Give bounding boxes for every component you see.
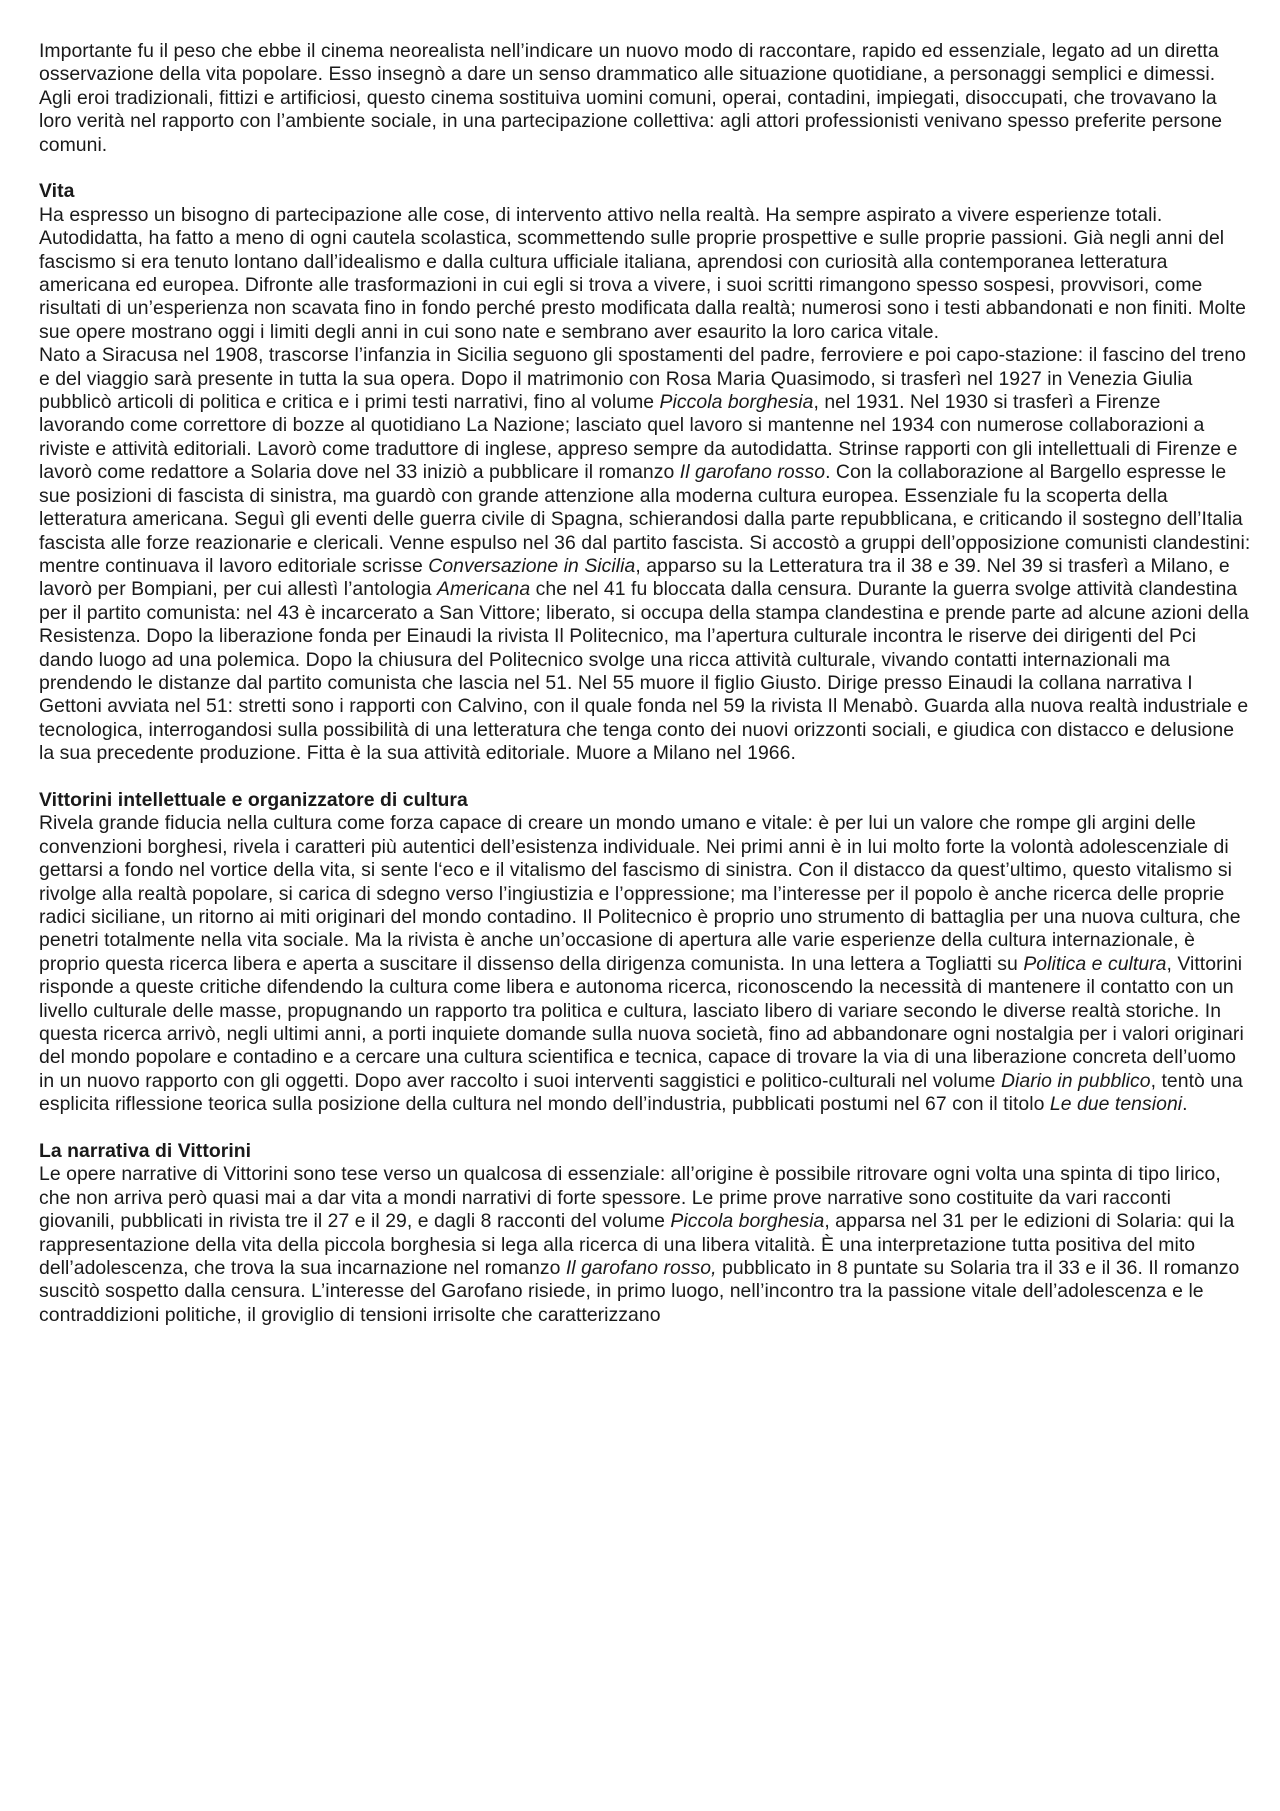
- text-run: , tentò una esplicita riflessione teorica sulla posizione della cultura nel mondo dell’industria, pubblicati postumi nel 67 con il titolo: [39, 1069, 1243, 1116]
- text-run: Nato a Siracusa nel 1908, trascorse l’infanzia in Sicilia seguono gli spostamenti del padre, ferroviere e poi capo-stazione: il fascino del treno e del viaggio sarà presente in tutta la sua opera. Dopo il matrimonio con Rosa Maria Quasimodo, si trasferì nel 1927 in Venezia Giulia pubblicò articoli di politica e critica e i primi testi narrativi, fino al volume: [39, 344, 1246, 414]
- section-heading-narrativa: La narrativa di Vittorini: [39, 1140, 252, 1163]
- book-title: Diario in pubblico: [1000, 1069, 1151, 1092]
- narrativa-paragraph: [39, 1163, 1251, 1327]
- book-title: Conversazione in Sicilia: [428, 554, 636, 577]
- section-heading-intellettuale: Vittorini intellettuale e organizzatore di cultura: [39, 788, 468, 811]
- book-title: Piccola borghesia: [659, 391, 814, 414]
- text-run: che nel 41 fu bloccata dalla censura. Durante la guerra svolge attività clandestina per il partito comunista: nel 43 è incarcerato a San Vittore; liberato, si occupa della stampa clandestina e prende parte ad alcune azioni della Resistenza. Dopo la liberazione fonda per Einaudi la rivista Il Politecnico, ma l’apertura culturale incontra le riserve dei dirigenti del Pci dando luogo ad una polemica. Dopo la chiusura del Politecnico svolge una ricca attività culturale, vivando contatti internazionali ma prendendo le distanze dal partito comunista che lascia nel 51. Nel 55 muore il figlio Giusto. Dirige presso Einaudi la collana narrativa I Gettoni avviata nel 51: stretti sono i rapporti con Calvino, con il quale fonda nel 59 la rivista Il Menabò. Guarda alla nuova realtà industriale e tecnologica, interrogandosi sulla possibilità di una letteratura che tenga conto dei nuovi orizzonti sociali, e giudica con distacco e delusione la sua precedente produzione. Fitta è la sua attività editoriale. Muore a Milano nel 1966.: [39, 578, 1249, 765]
- spacer: [39, 766, 1251, 789]
- text-run: , Vittorini risponde a queste critiche difendendo la cultura come libera e autonoma ricerca, riconoscendo la necessità di mantenere il contatto con un livello culturale delle masse, propugnando un rapporto tra politica e cultura, lasciato libero di variare secondo le diverse realtà storiche. In questa ricerca arrivò, negli ultimi anni, a porti inquiete domande sulla nuova società, fino ad abbandonare ogni nostalgia per i valori originari del mondo popolare e contadino e a cercare una cultura scientifica e tecnica, capace di trovare la via di una liberazione concreta dell’uomo in un nuovo rapporto con gli oggetti. Dopo aver raccolto i suoi interventi saggistici e politico-culturali nel volume: [39, 952, 1244, 1092]
- vita-paragraph-1: Ha espresso un bisogno di partecipazione alle cose, di intervento attivo nella realtà. Ha sempre aspirato a vivere esperienze totali. Autodidatta, ha fatto a meno di ogni cautela scolastica, scommettendo sulle proprie prospettive e sulle proprie passioni. Già negli anni del fascismo si era tenuto lontano dall’idealismo e dalla cultura ufficiale italiana, aprendosi con curiosità alla contemporanea letteratura americana ed europea. Difronte alle trasformazioni in cui egli si trova a vivere, i suoi scritti rimangono spesso sospesi, provvisori, come risultati di un’esperienza non scavata fino in fondo perché presto modificata dalla realtà; numerosi sono i testi abbandonati e non finiti. Molte sue opere mostrano oggi i limiti degli anni in cui sono nate e sembrano aver esaurito la loro carica vitale.: [39, 203, 1246, 343]
- spacer: [39, 1117, 1251, 1140]
- vita-paragraph-2: [39, 344, 1251, 765]
- text-run: . Con la collaborazione al Bargello espresse le sue posizioni di fascista di sinistra, ma guardò con grande attenzione alla moderna cultura europea. Essenziale fu la scoperta della letteratura americana. Seguì gli eventi delle guerra civile di Spagna, schierandosi dalla parte repubblicana, e criticando il sostegno dell’Italia fascista alle forze reazionarie e clericali. Venne espulso nel 36 dal partito fascista. Si accostò a gruppi dell’opposizione comunisti clandestini: mentre continuava il lavoro editoriale scrisse: [39, 461, 1251, 577]
- spacer: [39, 157, 1251, 180]
- book-title: Il garofano rosso,: [565, 1257, 717, 1280]
- book-title: Politica e cultura: [1023, 952, 1167, 975]
- text-run: .: [1182, 1093, 1188, 1116]
- book-title: Il garofano rosso: [679, 461, 826, 484]
- intellettuale-paragraph: [39, 812, 1251, 1116]
- text-run: Le opere narrative di Vittorini sono tese verso un qualcosa di essenziale: all’origine è possibile ritrovare ogni volta una spinta di tipo lirico, che non arriva però quasi mai a dar vita a mondi narrativi di forte spessore. Le prime prove narrative sono costituite da vari racconti giovanili, pubblicati in rivista tre il 27 e il 29, e dagli 8 racconti del volume: [39, 1163, 1221, 1233]
- document-page: [39, 40, 1251, 1327]
- text-run: Rivela grande fiducia nella cultura come forza capace di creare un mondo umano e vitale: è per lui un valore che rompe gli argini delle convenzioni borghesi, rivela i caratteri più autentici dell’esistenza individuale. Nei primi anni è in lui molto forte la volontà adolescenziale di gettarsi a fondo nel vortice della vita, si sente l‘eco e il vitalismo del fascismo di sinistra. Con il distacco da quest’ultimo, questo vitalismo si rivolge alla realtà popolare, si carica di sdegno verso l’ingiustizia e l’oppressione; ma l’interesse per il popolo è anche ricerca delle proprie radici siciliane, un ritorno ai miti originari del mondo contadino. Il Politecnico è proprio uno strumento di battaglia per una nuova cultura, che penetri totalmente nella vita sociale. Ma la rivista è anche un’occasione di apertura alle varie esperienze della cultura internazionale, è proprio questa ricerca libera e aperta a suscitare il dissenso della dirigenza comunista. In una lettera a Togliatti su: [39, 812, 1241, 975]
- text-run: , apparso su la Letteratura tra il 38 e 39. Nel 39 si trasferì a Milano, e lavorò per Bompiani, per cui allestì l’antologia: [39, 554, 1230, 601]
- section-heading-vita: Vita: [39, 180, 75, 203]
- text-run: , nel 1931. Nel 1930 si trasferì a Firenze lavorando come correttore di bozze al quotidiano La Nazione; lasciato quel lavoro si mantenne nel 1934 con numerose collaborazioni a riviste e attività editoriali. Lavorò come traduttore di inglese, appreso sempre da autodidatta. Strinse rapporti con gli intellettuali di Firenze e lavorò come redattore a Solaria dove nel 33 iniziò a pubblicare il romanzo: [39, 391, 1238, 484]
- book-title: Americana: [437, 578, 531, 601]
- text-run: , apparsa nel 31 per le edizioni di Solaria: qui la rappresentazione della vita della piccola borghesia si lega alla ricerca di una libera vitalità. È una interpretazione tutta positiva del mito dell’adolescenza, che trova la sua incarnazione nel romanzo: [39, 1210, 1235, 1280]
- book-title: Piccola borghesia: [670, 1210, 825, 1233]
- intro-paragraph: Importante fu il peso che ebbe il cinema neorealista nell’indicare un nuovo modo di raccontare, rapido ed essenziale, legato ad un diretta osservazione della vita popolare. Esso insegnò a dare un senso drammatico alle situazione quotidiane, a personaggi semplici e dimessi. Agli eroi tradizionali, fittizi e artificiosi, questo cinema sostituiva uomini comuni, operai, contadini, impiegati, disoccupati, che trovavano la loro verità nel rapporto con l’ambiente sociale, in una partecipazione collettiva: agli attori professionisti venivano spesso preferite persone comuni.: [39, 40, 1223, 156]
- text-run: pubblicato in 8 puntate su Solaria tra il 33 e il 36. Il romanzo suscitò sospetto dalla censura. L’interesse del Garofano risiede, in primo luogo, nell’incontro tra la passione vitale dell’adolescenza e le contraddizioni politiche, il groviglio di tensioni irrisolte che caratterizzano: [39, 1257, 1240, 1326]
- book-title: Le due tensioni: [1049, 1093, 1183, 1116]
